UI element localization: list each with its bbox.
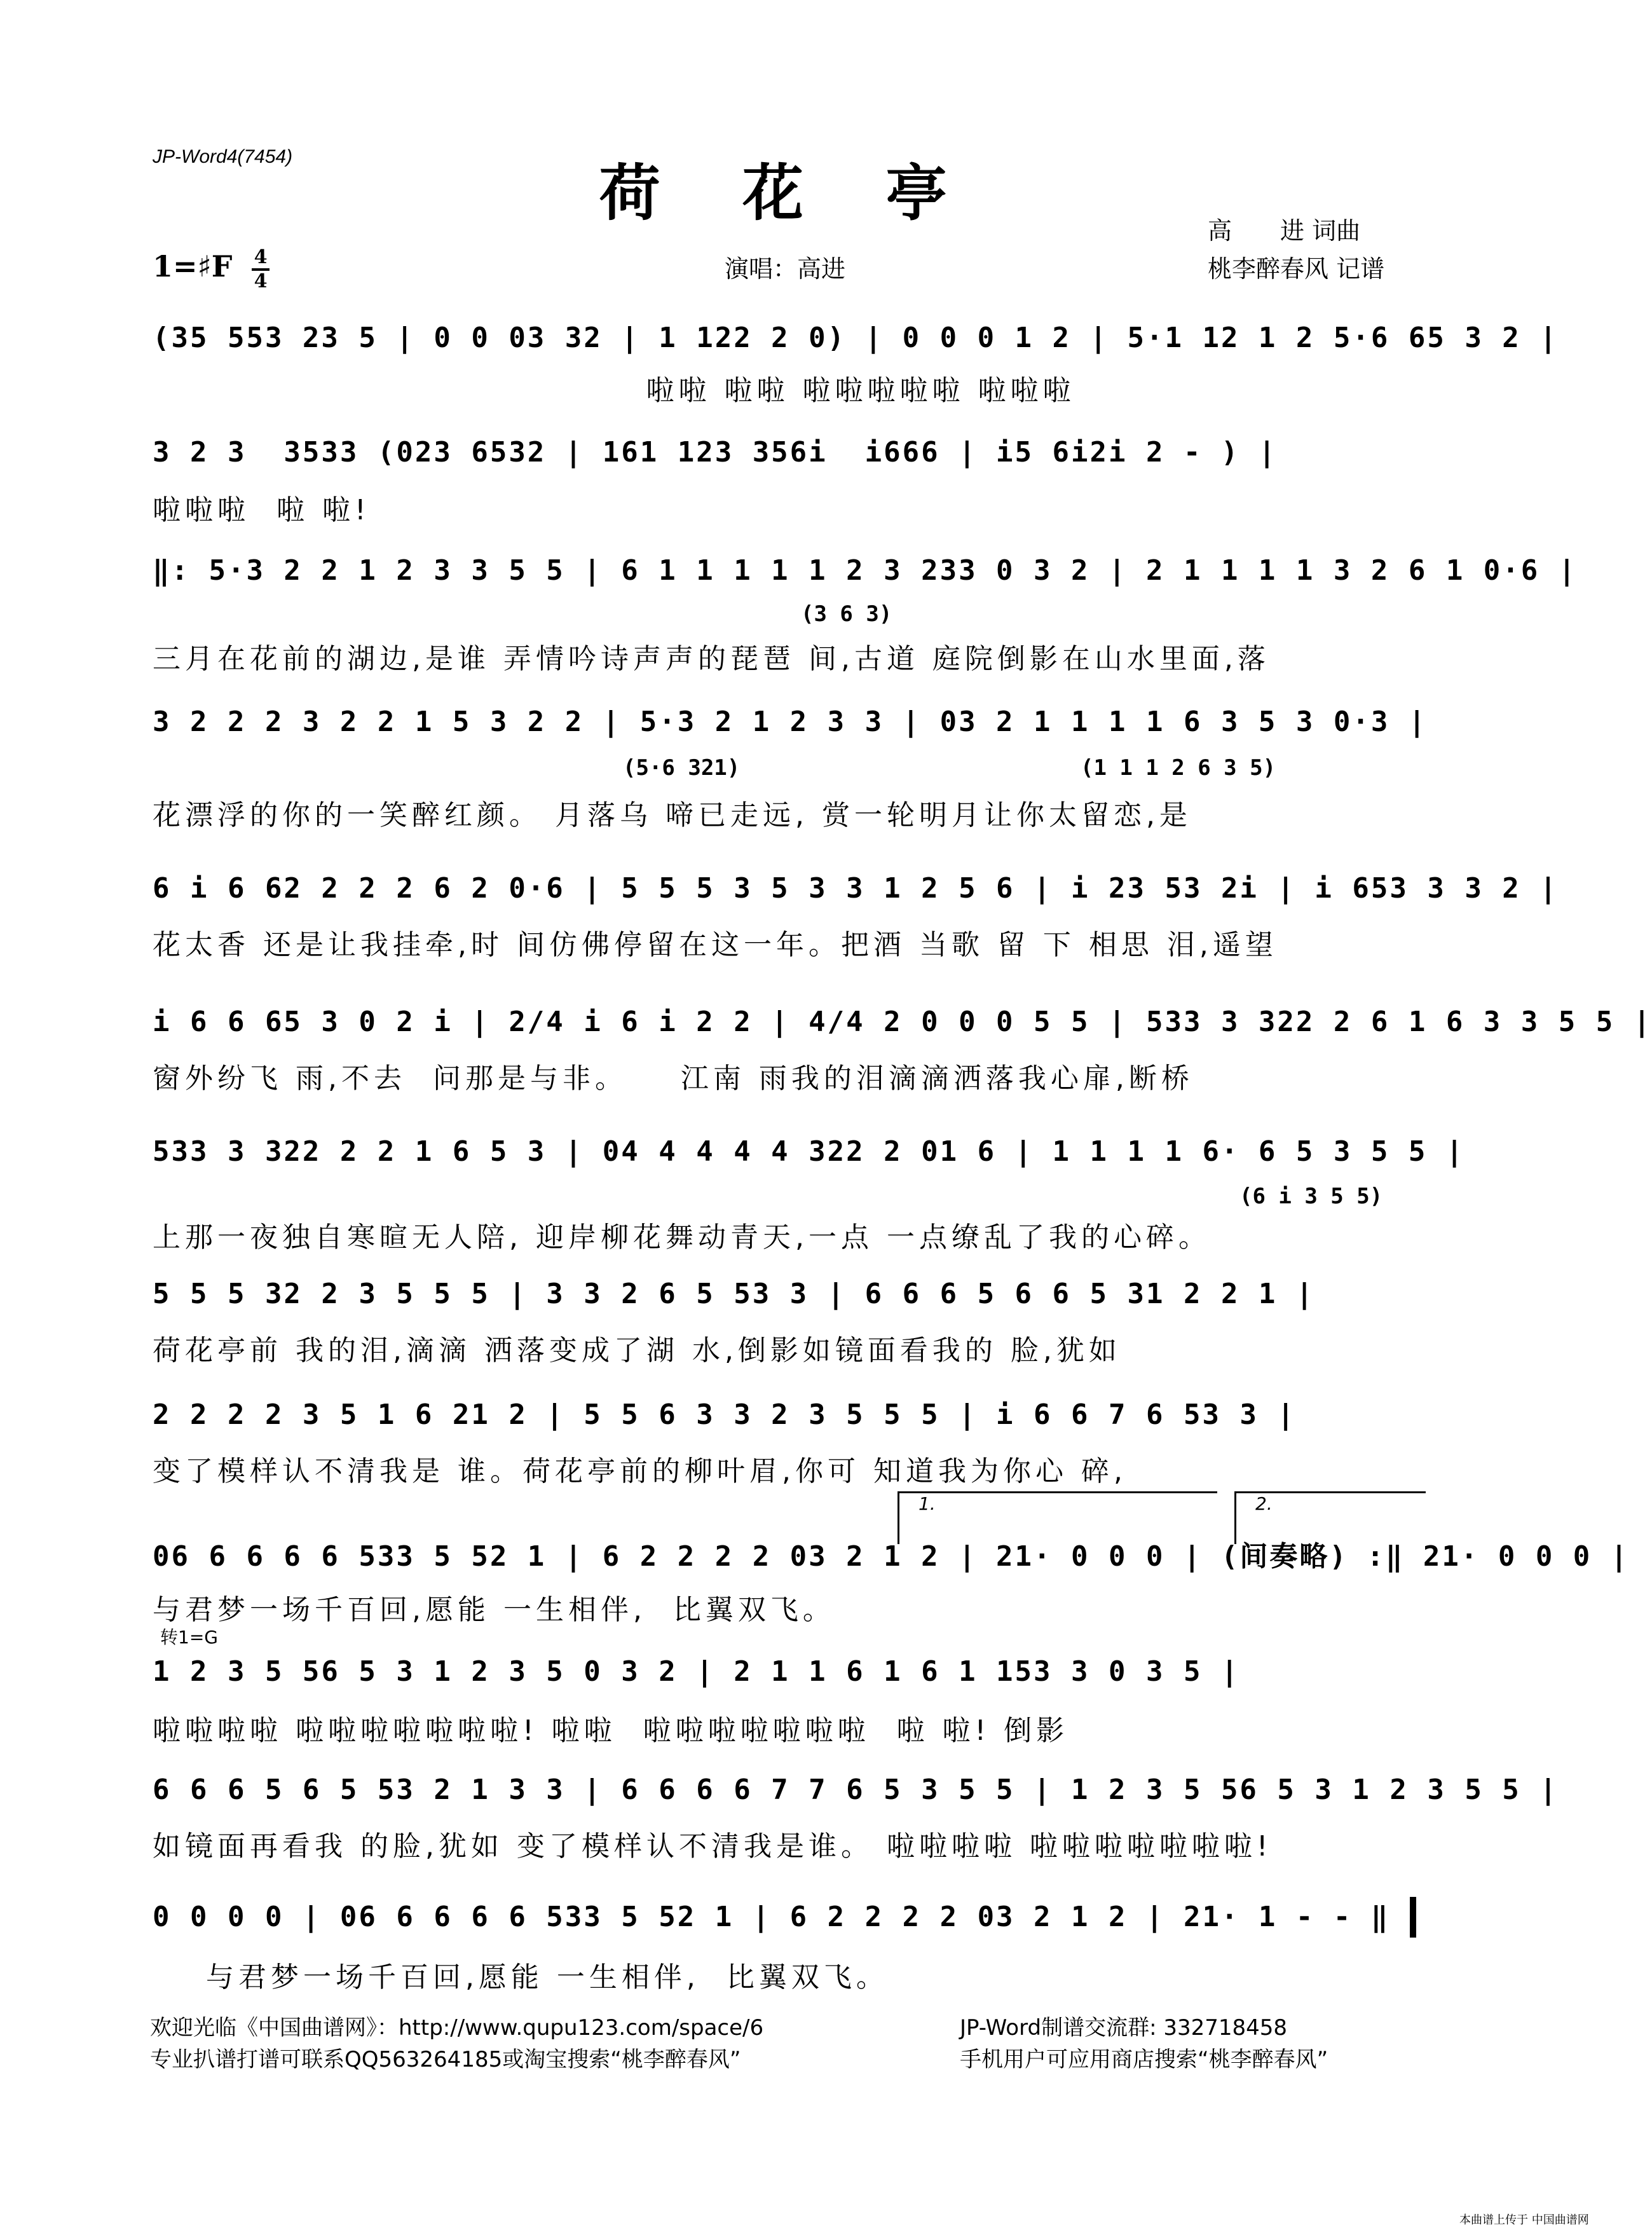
notation-line-3: ‖: 5·3 2 2 1 2 3 3 5 5 | 6 1 1 1 1 1 2 3 233 0 3 2 | 2 1 1 1 1 3 2 6 1 0·6 | — [153, 554, 1578, 587]
footer-app-search: 手机用户可应用商店搜索“桃李醉春风” — [960, 2047, 1328, 2072]
modulation-mark: 转1=G — [160, 1627, 218, 1648]
lyric-line-1: 啦啦 啦啦 啦啦啦啦啦 啦啦啦 — [153, 374, 1075, 407]
alternate-notes: (1 1 1 2 6 3 5) — [1081, 755, 1276, 781]
upload-source-note: 本曲谱上传于 中国曲谱网 — [1459, 2213, 1589, 2227]
alternate-notes: (6 i 3 5 5) — [1239, 1184, 1383, 1209]
lyric-line-7: 上那一夜独自寒暄无人陪, 迎岸柳花舞动青天,一点 一点缭乱了我的心碎。 — [153, 1221, 1211, 1254]
lyric-line-13: 与君梦一场千百回,愿能 一生相伴, 比翼双飞。 — [153, 1961, 889, 1994]
lyric-line-12: 如镜面再看我 的脸,犹如 变了模样认不清我是谁。 啦啦啦啦 啦啦啦啦啦啦啦! — [153, 1830, 1273, 1863]
lyric-line-10: 与君梦一场千百回,愿能 一生相伴, 比翼双飞。 — [153, 1594, 835, 1626]
composer-credit: 高 进 词曲 — [1208, 217, 1361, 245]
singer-credit: 演唱：高进 — [725, 255, 846, 283]
notation-line-10: 06 6 6 6 6 533 5 52 1 | 6 2 2 2 2 03 2 1 2 | 21· 0 0 0 | (间奏略) :‖ 21· 0 0 0 | — [153, 1540, 1630, 1573]
footer-contact: 专业扒谱打谱可联系QQ563264185或淘宝搜索“桃李醉春风” — [150, 2047, 741, 2072]
lyric-line-6: 窗外纷飞 雨,不去 问那是与非。 江南 雨我的泪滴滴洒落我心扉,断桥 — [153, 1062, 1194, 1095]
footer-group: JP-Word制谱交流群: 332718458 — [960, 2015, 1288, 2041]
volta-first-label: 1. — [918, 1493, 936, 1514]
lyric-line-3: 三月在花前的湖边,是谁 弄情吟诗声声的琵琶 间,古道 庭院倒影在山水里面,落 — [153, 643, 1270, 675]
time-signature — [248, 247, 273, 292]
alternate-notes: (3 6 3) — [801, 601, 892, 627]
notation-line-12: 6 6 6 5 6 5 53 2 1 3 3 | 6 6 6 6 7 7 6 5 3 5 5 | 1 2 3 5 56 5 3 1 2 3 5 5 | — [153, 1774, 1559, 1806]
transcriber-credit: 桃李醉春风 记谱 — [1208, 255, 1385, 283]
lyric-line-5: 花太香 还是让我挂牵,时 间仿佛停留在这一年。把酒 当歌 留 下 相思 泪,遥望 — [153, 929, 1278, 961]
time-signature-numerator: 4 — [254, 246, 268, 268]
notation-line-11: 1 2 3 5 56 5 3 1 2 3 5 0 3 2 | 2 1 1 6 1 6 1 153 3 0 3 5 | — [153, 1655, 1240, 1688]
notation-line-6: i 6 6 65 3 0 2 i | 2/4 i 6 i 2 2 | 4/4 2 0 0 0 5 5 | 533 3 322 2 6 1 6 3 3 5 5 | — [153, 1006, 1652, 1038]
notation-line-5: 6 i 6 62 2 2 2 6 2 0·6 | 5 5 5 3 5 3 3 1 2 5 6 | i 23 53 2i | i 653 3 3 2 | — [153, 872, 1559, 905]
footer-site-link: 欢迎光临《中国曲谱网》：http://www.qupu123.com/space/6 — [150, 2015, 764, 2041]
notation-line-8: 5 5 5 32 2 3 5 5 5 | 3 3 2 6 5 53 3 | 6 6 6 5 6 6 5 31 2 2 1 | — [153, 1278, 1315, 1310]
notation-line-7: 533 3 322 2 2 1 6 5 3 | 04 4 4 4 4 322 2 01 6 | 1 1 1 1 6· 6 5 3 5 5 | — [153, 1135, 1465, 1168]
alternate-notes: (5·6 321) — [623, 755, 741, 781]
lyric-line-2: 啦啦啦 啦 啦! — [153, 494, 371, 526]
lyric-line-8: 荷花亭前 我的泪,滴滴 洒落变成了湖 水,倒影如镜面看我的 脸,犹如 — [153, 1334, 1121, 1367]
lyric-line-4: 花漂浮的你的一笑醉红颜。 月落乌 啼已走远, 赏一轮明月让你太留恋,是 — [153, 799, 1192, 831]
notation-line-9: 2 2 2 2 3 5 1 6 21 2 | 5 5 6 3 3 2 3 5 5 5 | i 6 6 7 6 53 3 | — [153, 1399, 1296, 1431]
lyric-line-9: 变了模样认不清我是 谁。荷花亭前的柳叶眉,你可 知道我为你心 碎, — [153, 1455, 1127, 1488]
notation-line-2: 3 2 3 3533 (023 6532 | 161 123 356i i666 | i5 6i2i 2 - ) | — [153, 436, 1278, 469]
song-title: 荷 花 亭 — [599, 157, 978, 229]
lyric-line-11: 啦啦啦啦 啦啦啦啦啦啦啦! 啦啦 啦啦啦啦啦啦啦 啦 啦! 倒影 — [153, 1714, 1069, 1747]
software-watermark: JP-Word4(7454) — [153, 146, 293, 167]
notation-line-1: (35 553 23 5 | 0 0 03 32 | 1 122 2 0) | 0 0 0 1 2 | 5·1 12 1 2 5·6 65 3 2 | — [153, 322, 1559, 354]
key-signature: 1=♯F — [153, 249, 233, 284]
notation-line-4: 3 2 2 2 3 2 2 1 5 3 2 2 | 5·3 2 1 2 3 3 | 03 2 1 1 1 1 6 3 5 3 0·3 | — [153, 706, 1428, 738]
volta-second-label: 2. — [1255, 1493, 1273, 1514]
final-barline — [1410, 1897, 1416, 1938]
notation-line-13: 0 0 0 0 | 06 6 6 6 6 533 5 52 1 | 6 2 2 2 2 03 2 1 2 | 21· 1 - - ‖ — [153, 1901, 1390, 1933]
time-signature-denominator: 4 — [254, 270, 268, 292]
